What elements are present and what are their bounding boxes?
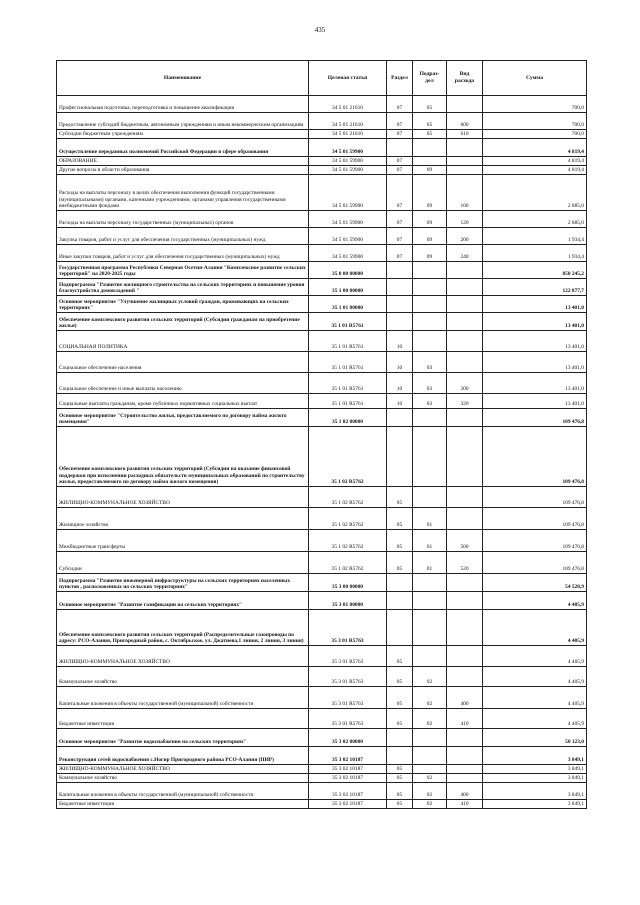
- row-expense-type-cell: [447, 729, 483, 747]
- row-section-cell: 05: [387, 530, 413, 552]
- row-target-article-cell: 35 3 01 00000: [309, 592, 387, 610]
- row-sum-cell: 122 877,7: [483, 279, 587, 296]
- row-expense-type-cell: [447, 592, 483, 610]
- row-subsection-cell: 09: [413, 245, 447, 262]
- row-subsection-cell: [413, 409, 447, 427]
- row-target-article-cell: 34 5 01 59900: [309, 139, 387, 157]
- row-expense-type-cell: [447, 646, 483, 667]
- table-row: [57, 729, 587, 747]
- table-row: [57, 279, 587, 296]
- table-row: [57, 610, 587, 646]
- table-row: [57, 574, 587, 592]
- row-expense-type-cell: 400: [447, 783, 483, 800]
- row-sum-cell: 109 476,8: [483, 427, 587, 487]
- row-sum-cell: 4 405,9: [483, 667, 587, 687]
- row-target-article-cell: 35 1 02 R5762: [309, 552, 387, 574]
- row-subsection-cell: [413, 313, 447, 331]
- header-subsection: Подраз- дел: [413, 61, 447, 96]
- row-expense-type-cell: 300: [447, 373, 483, 394]
- row-section-cell: [387, 313, 413, 331]
- row-name-cell: Капитальные вложения в объекты государственной (муниципальной) собственности: [57, 783, 309, 800]
- row-name-cell: Капитальные вложения в объекты государственной (муниципальной) собственности: [57, 687, 309, 709]
- row-section-cell: [387, 279, 413, 296]
- row-target-article-cell: 35 1 01 R5761: [309, 331, 387, 352]
- row-sum-cell: 4 405,9: [483, 687, 587, 709]
- row-subsection-cell: 02: [413, 800, 447, 809]
- row-sum-cell: 109 476,8: [483, 552, 587, 574]
- row-expense-type-cell: 410: [447, 709, 483, 729]
- row-section-cell: 07: [387, 157, 413, 166]
- row-name-cell: Государственная программа Республики Северная Осетия-Алания "Комплексное развитие сельских территорий" на 2020-2025 годы: [57, 262, 309, 279]
- row-section-cell: [387, 296, 413, 313]
- row-subsection-cell: 05: [413, 130, 447, 139]
- row-name-cell: Другие вопросы в области образования: [57, 166, 309, 175]
- row-name-cell: Субсидии бюджетным учреждениям: [57, 130, 309, 139]
- row-expense-type-cell: 610: [447, 130, 483, 139]
- row-target-article-cell: 35 3 01 R5763: [309, 646, 387, 667]
- row-target-article-cell: 35 1 01 R5761: [309, 373, 387, 394]
- table-row: [57, 313, 587, 331]
- table-row: [57, 96, 587, 113]
- row-target-article-cell: 35 1 02 R5762: [309, 487, 387, 508]
- row-name-cell: Подпрограмма "Развитие инженерной инфраструктуры на сельских территориях населенных пунктов , расположенных на сельских территориях": [57, 574, 309, 592]
- row-subsection-cell: 03: [413, 373, 447, 394]
- row-target-article-cell: 35 3 01 R5763: [309, 687, 387, 709]
- row-section-cell: 10: [387, 331, 413, 352]
- row-sum-cell: 3 849,1: [483, 774, 587, 783]
- row-section-cell: 05: [387, 774, 413, 783]
- row-section-cell: 05: [387, 487, 413, 508]
- row-target-article-cell: 35 1 02 R5762: [309, 427, 387, 487]
- table-row: [57, 667, 587, 687]
- row-section-cell: 05: [387, 508, 413, 530]
- table-row: [57, 747, 587, 765]
- row-target-article-cell: 34 5 01 59900: [309, 157, 387, 166]
- row-name-cell: Закупка товаров, работ и услуг для обеспечения государственных (муниципальных) нужд: [57, 228, 309, 245]
- row-sum-cell: 700,0: [483, 113, 587, 130]
- table-body: [57, 96, 587, 809]
- row-section-cell: 07: [387, 175, 413, 211]
- row-subsection-cell: 03: [413, 394, 447, 409]
- row-target-article-cell: 35 3 01 R5763: [309, 667, 387, 687]
- row-target-article-cell: 34 5 01 21610: [309, 96, 387, 113]
- table-row: [57, 508, 587, 530]
- row-expense-type-cell: [447, 352, 483, 373]
- row-sum-cell: 700,0: [483, 130, 587, 139]
- row-expense-type-cell: 320: [447, 394, 483, 409]
- row-expense-type-cell: 100: [447, 175, 483, 211]
- row-name-cell: Коммунальное хозяйство: [57, 667, 309, 687]
- row-target-article-cell: 34 5 01 21610: [309, 113, 387, 130]
- row-section-cell: [387, 409, 413, 427]
- row-name-cell: Бюджетные инвестиции: [57, 800, 309, 809]
- row-sum-cell: 4 819,4: [483, 166, 587, 175]
- table-row: [57, 296, 587, 313]
- row-name-cell: ОБРАЗОВАНИЕ: [57, 157, 309, 166]
- row-sum-cell: 109 476,8: [483, 530, 587, 552]
- row-subsection-cell: 02: [413, 783, 447, 800]
- row-sum-cell: 4 819,4: [483, 139, 587, 157]
- row-subsection-cell: 09: [413, 211, 447, 228]
- row-expense-type-cell: 120: [447, 211, 483, 228]
- row-subsection-cell: [413, 729, 447, 747]
- row-sum-cell: 3 849,1: [483, 747, 587, 765]
- row-target-article-cell: 35 1 01 00000: [309, 296, 387, 313]
- row-name-cell: Расходы на выплаты персоналу государственных (муниципальных) органов: [57, 211, 309, 228]
- row-expense-type-cell: [447, 96, 483, 113]
- row-section-cell: 05: [387, 646, 413, 667]
- row-sum-cell: 109 476,8: [483, 409, 587, 427]
- row-name-cell: Основное мероприятие "Строительство жилья, предоставляемого по договору найма жилого помещения": [57, 409, 309, 427]
- row-subsection-cell: 02: [413, 667, 447, 687]
- row-sum-cell: 4 405,9: [483, 610, 587, 646]
- row-section-cell: 05: [387, 687, 413, 709]
- row-sum-cell: 4 819,4: [483, 157, 587, 166]
- row-target-article-cell: 35 0 00 00000: [309, 262, 387, 279]
- row-subsection-cell: [413, 574, 447, 592]
- table-row: [57, 331, 587, 352]
- row-expense-type-cell: [447, 279, 483, 296]
- row-sum-cell: 13 401,0: [483, 394, 587, 409]
- row-name-cell: Социальные выплаты гражданам, кроме публичных нормативных социальных выплат: [57, 394, 309, 409]
- row-section-cell: [387, 610, 413, 646]
- row-subsection-cell: 02: [413, 687, 447, 709]
- row-subsection-cell: 05: [413, 113, 447, 130]
- row-section-cell: 07: [387, 166, 413, 175]
- table-row: [57, 765, 587, 774]
- row-expense-type-cell: [447, 774, 483, 783]
- row-name-cell: Подпрограмма "Развитие жилищного строительства на сельских территориях и повышение уровня благоустройства домовладений ": [57, 279, 309, 296]
- row-target-article-cell: 35 3 02 10187: [309, 774, 387, 783]
- row-section-cell: 05: [387, 667, 413, 687]
- row-name-cell: Межбюджетные трансферты: [57, 530, 309, 552]
- row-name-cell: Обеспечение комплексного развития сельских территорий (Распределительные газопроводы по адресу: РСО-Алания, Пригородный район, с. Октябрьское, ул. Джатиева,1 линия, 2 линия, 3 линия): [57, 610, 309, 646]
- row-section-cell: 07: [387, 211, 413, 228]
- row-section-cell: 05: [387, 765, 413, 774]
- row-subsection-cell: 03: [413, 352, 447, 373]
- header-section: Раздел: [387, 61, 413, 96]
- row-subsection-cell: 05: [413, 96, 447, 113]
- row-subsection-cell: [413, 487, 447, 508]
- row-expense-type-cell: [447, 610, 483, 646]
- row-subsection-cell: 09: [413, 228, 447, 245]
- row-name-cell: ЖИЛИЩНО-КОММУНАЛЬНОЕ ХОЗЯЙСТВО: [57, 765, 309, 774]
- row-expense-type-cell: [447, 574, 483, 592]
- row-section-cell: 05: [387, 783, 413, 800]
- row-target-article-cell: 35 1 01 R5761: [309, 352, 387, 373]
- row-expense-type-cell: 400: [447, 687, 483, 709]
- row-section-cell: 05: [387, 709, 413, 729]
- row-subsection-cell: [413, 296, 447, 313]
- row-sum-cell: 13 401,0: [483, 373, 587, 394]
- budget-table: [56, 60, 587, 809]
- row-sum-cell: 13 401,0: [483, 331, 587, 352]
- table-row: [57, 800, 587, 809]
- row-expense-type-cell: [447, 765, 483, 774]
- row-expense-type-cell: [447, 157, 483, 166]
- row-subsection-cell: 09: [413, 175, 447, 211]
- row-sum-cell: 1 934,4: [483, 228, 587, 245]
- table-row: [57, 709, 587, 729]
- row-sum-cell: 109 476,8: [483, 487, 587, 508]
- row-sum-cell: 858 245,2: [483, 262, 587, 279]
- row-target-article-cell: 34 5 01 59900: [309, 245, 387, 262]
- row-name-cell: Расходы на выплаты персоналу в целях обеспечения выполнения функций государственными (муниципальными) органами, казенными учреждениями, органами управления государственными внебюджетными фондами: [57, 175, 309, 211]
- table-row: [57, 373, 587, 394]
- row-name-cell: Обеспечение комплексного развития сельских территорий (Субсидии на оказание финансовой поддержки при исполнении расходных обязательств муниципальных образований по строительству жилья, предоставляемого по договору найма жилого помещения): [57, 427, 309, 487]
- row-section-cell: [387, 592, 413, 610]
- row-subsection-cell: [413, 427, 447, 487]
- row-name-cell: Коммунальное хозяйство: [57, 774, 309, 783]
- row-expense-type-cell: [447, 747, 483, 765]
- row-target-article-cell: 34 5 01 59900: [309, 228, 387, 245]
- row-target-article-cell: 35 1 02 R5762: [309, 508, 387, 530]
- row-expense-type-cell: 520: [447, 552, 483, 574]
- row-section-cell: 07: [387, 228, 413, 245]
- row-section-cell: [387, 262, 413, 279]
- row-sum-cell: 13 401,0: [483, 313, 587, 331]
- row-section-cell: 07: [387, 96, 413, 113]
- table-row: [57, 211, 587, 228]
- header-sum: Сумма: [483, 61, 587, 96]
- row-subsection-cell: [413, 157, 447, 166]
- table-row: [57, 245, 587, 262]
- table-row: [57, 394, 587, 409]
- row-expense-type-cell: 600: [447, 113, 483, 130]
- row-name-cell: Предоставление субсидий бюджетным, автономным учреждениям и иным некоммерческим организациям: [57, 113, 309, 130]
- row-target-article-cell: 34 5 01 21610: [309, 130, 387, 139]
- row-sum-cell: 4 405,9: [483, 709, 587, 729]
- row-sum-cell: 700,0: [483, 96, 587, 113]
- row-sum-cell: 4 405,9: [483, 592, 587, 610]
- row-expense-type-cell: 500: [447, 530, 483, 552]
- table-row: [57, 166, 587, 175]
- row-expense-type-cell: [447, 331, 483, 352]
- row-expense-type-cell: [447, 427, 483, 487]
- row-subsection-cell: 09: [413, 166, 447, 175]
- row-name-cell: Профессиональная подготовка, переподготовка и повышение квалификации: [57, 96, 309, 113]
- row-expense-type-cell: [447, 166, 483, 175]
- row-target-article-cell: 35 3 02 00000: [309, 729, 387, 747]
- row-expense-type-cell: [447, 409, 483, 427]
- row-name-cell: Социальное обеспечение и иные выплаты населению: [57, 373, 309, 394]
- table-row: [57, 228, 587, 245]
- table-row: [57, 427, 587, 487]
- row-target-article-cell: 35 3 02 10187: [309, 800, 387, 809]
- row-expense-type-cell: [447, 296, 483, 313]
- row-section-cell: 05: [387, 800, 413, 809]
- row-sum-cell: 50 123,0: [483, 729, 587, 747]
- row-subsection-cell: 01: [413, 530, 447, 552]
- table-row: [57, 352, 587, 373]
- table-row: [57, 409, 587, 427]
- row-subsection-cell: [413, 610, 447, 646]
- table-row: [57, 262, 587, 279]
- row-section-cell: [387, 427, 413, 487]
- table-row: [57, 130, 587, 139]
- row-name-cell: Жилищное хозяйство: [57, 508, 309, 530]
- row-section-cell: 10: [387, 352, 413, 373]
- row-name-cell: Основное мероприятие "Развитие газификации на сельских территориях": [57, 592, 309, 610]
- header-name: Наименование: [57, 61, 309, 96]
- row-subsection-cell: [413, 139, 447, 157]
- row-target-article-cell: 35 3 00 00000: [309, 574, 387, 592]
- row-section-cell: 07: [387, 113, 413, 130]
- row-subsection-cell: [413, 747, 447, 765]
- row-sum-cell: 3 849,1: [483, 783, 587, 800]
- table-row: [57, 175, 587, 211]
- page-number: 435: [314, 26, 326, 34]
- row-target-article-cell: 35 1 02 00000: [309, 409, 387, 427]
- row-expense-type-cell: [447, 487, 483, 508]
- row-name-cell: Социальное обеспечение населения: [57, 352, 309, 373]
- row-section-cell: 05: [387, 552, 413, 574]
- row-name-cell: Основное мероприятие "Улучшение жилищных условий граждан, проживающих на сельских территориях": [57, 296, 309, 313]
- row-sum-cell: 3 849,1: [483, 800, 587, 809]
- row-subsection-cell: [413, 331, 447, 352]
- row-target-article-cell: 34 5 01 59900: [309, 211, 387, 228]
- table-row: [57, 530, 587, 552]
- row-expense-type-cell: 200: [447, 228, 483, 245]
- row-target-article-cell: 34 5 01 59900: [309, 166, 387, 175]
- row-target-article-cell: 35 1 00 00000: [309, 279, 387, 296]
- row-name-cell: Основное мероприятие "Развитие водоснабжения на сельских территориях": [57, 729, 309, 747]
- row-name-cell: Реконструкция сетей водоснабжения с.Ногир Пригородного района РСО-Алания (ПИР): [57, 747, 309, 765]
- row-expense-type-cell: 410: [447, 800, 483, 809]
- row-target-article-cell: 35 1 01 R5761: [309, 313, 387, 331]
- row-target-article-cell: 35 3 02 10187: [309, 765, 387, 774]
- row-name-cell: СОЦИАЛЬНАЯ ПОЛИТИКА: [57, 331, 309, 352]
- row-target-article-cell: 35 3 02 10187: [309, 747, 387, 765]
- row-name-cell: ЖИЛИЩНО-КОММУНАЛЬНОЕ ХОЗЯЙСТВО: [57, 487, 309, 508]
- row-subsection-cell: [413, 262, 447, 279]
- table-row: [57, 552, 587, 574]
- row-sum-cell: 54 528,9: [483, 574, 587, 592]
- table-header-row: [57, 61, 587, 96]
- row-subsection-cell: [413, 646, 447, 667]
- row-subsection-cell: 01: [413, 508, 447, 530]
- table-row: [57, 783, 587, 800]
- row-target-article-cell: 35 3 01 R5763: [309, 709, 387, 729]
- row-sum-cell: 1 934,4: [483, 245, 587, 262]
- table-row: [57, 113, 587, 130]
- table-row: [57, 139, 587, 157]
- header-target-article: Целевая статья: [309, 61, 387, 96]
- row-subsection-cell: [413, 592, 447, 610]
- row-sum-cell: 13 401,0: [483, 352, 587, 373]
- table-row: [57, 646, 587, 667]
- row-expense-type-cell: [447, 262, 483, 279]
- row-name-cell: Бюджетные инвестиции: [57, 709, 309, 729]
- row-name-cell: Обеспечение комплексного развития сельских территорий (Субсидии гражданам на приобретение жилья): [57, 313, 309, 331]
- row-expense-type-cell: [447, 139, 483, 157]
- table-row: [57, 774, 587, 783]
- row-section-cell: 07: [387, 245, 413, 262]
- row-subsection-cell: 02: [413, 774, 447, 783]
- row-target-article-cell: 34 5 01 59900: [309, 175, 387, 211]
- row-target-article-cell: 35 1 01 R5761: [309, 394, 387, 409]
- row-subsection-cell: 01: [413, 552, 447, 574]
- row-subsection-cell: 02: [413, 709, 447, 729]
- row-sum-cell: 2 885,0: [483, 175, 587, 211]
- table-row: [57, 487, 587, 508]
- row-section-cell: 07: [387, 130, 413, 139]
- row-sum-cell: 2 885,0: [483, 211, 587, 228]
- row-expense-type-cell: 240: [447, 245, 483, 262]
- row-name-cell: ЖИЛИЩНО-КОММУНАЛЬНОЕ ХОЗЯЙСТВО: [57, 646, 309, 667]
- header-expense-type: Вид расхода: [447, 61, 483, 96]
- row-target-article-cell: 35 3 02 10187: [309, 783, 387, 800]
- row-sum-cell: 13 401,0: [483, 296, 587, 313]
- row-name-cell: Осуществление переданных полномочий Российской Федерации в сфере образования: [57, 139, 309, 157]
- row-section-cell: [387, 729, 413, 747]
- row-target-article-cell: 35 3 01 R5763: [309, 610, 387, 646]
- row-section-cell: 10: [387, 373, 413, 394]
- row-sum-cell: 109 476,8: [483, 508, 587, 530]
- row-name-cell: Иные закупки товаров, работ и услуг для обеспечения государственных (муниципальных) нужд: [57, 245, 309, 262]
- row-section-cell: [387, 139, 413, 157]
- row-subsection-cell: [413, 279, 447, 296]
- row-sum-cell: 3 849,1: [483, 765, 587, 774]
- row-section-cell: [387, 747, 413, 765]
- row-subsection-cell: [413, 765, 447, 774]
- table-row: [57, 687, 587, 709]
- row-expense-type-cell: [447, 667, 483, 687]
- row-name-cell: Субсидии: [57, 552, 309, 574]
- row-section-cell: [387, 574, 413, 592]
- table-row: [57, 592, 587, 610]
- row-section-cell: 10: [387, 394, 413, 409]
- row-sum-cell: 4 405,9: [483, 646, 587, 667]
- row-target-article-cell: 35 1 02 R5762: [309, 530, 387, 552]
- row-expense-type-cell: [447, 313, 483, 331]
- row-expense-type-cell: [447, 508, 483, 530]
- table-row: [57, 157, 587, 166]
